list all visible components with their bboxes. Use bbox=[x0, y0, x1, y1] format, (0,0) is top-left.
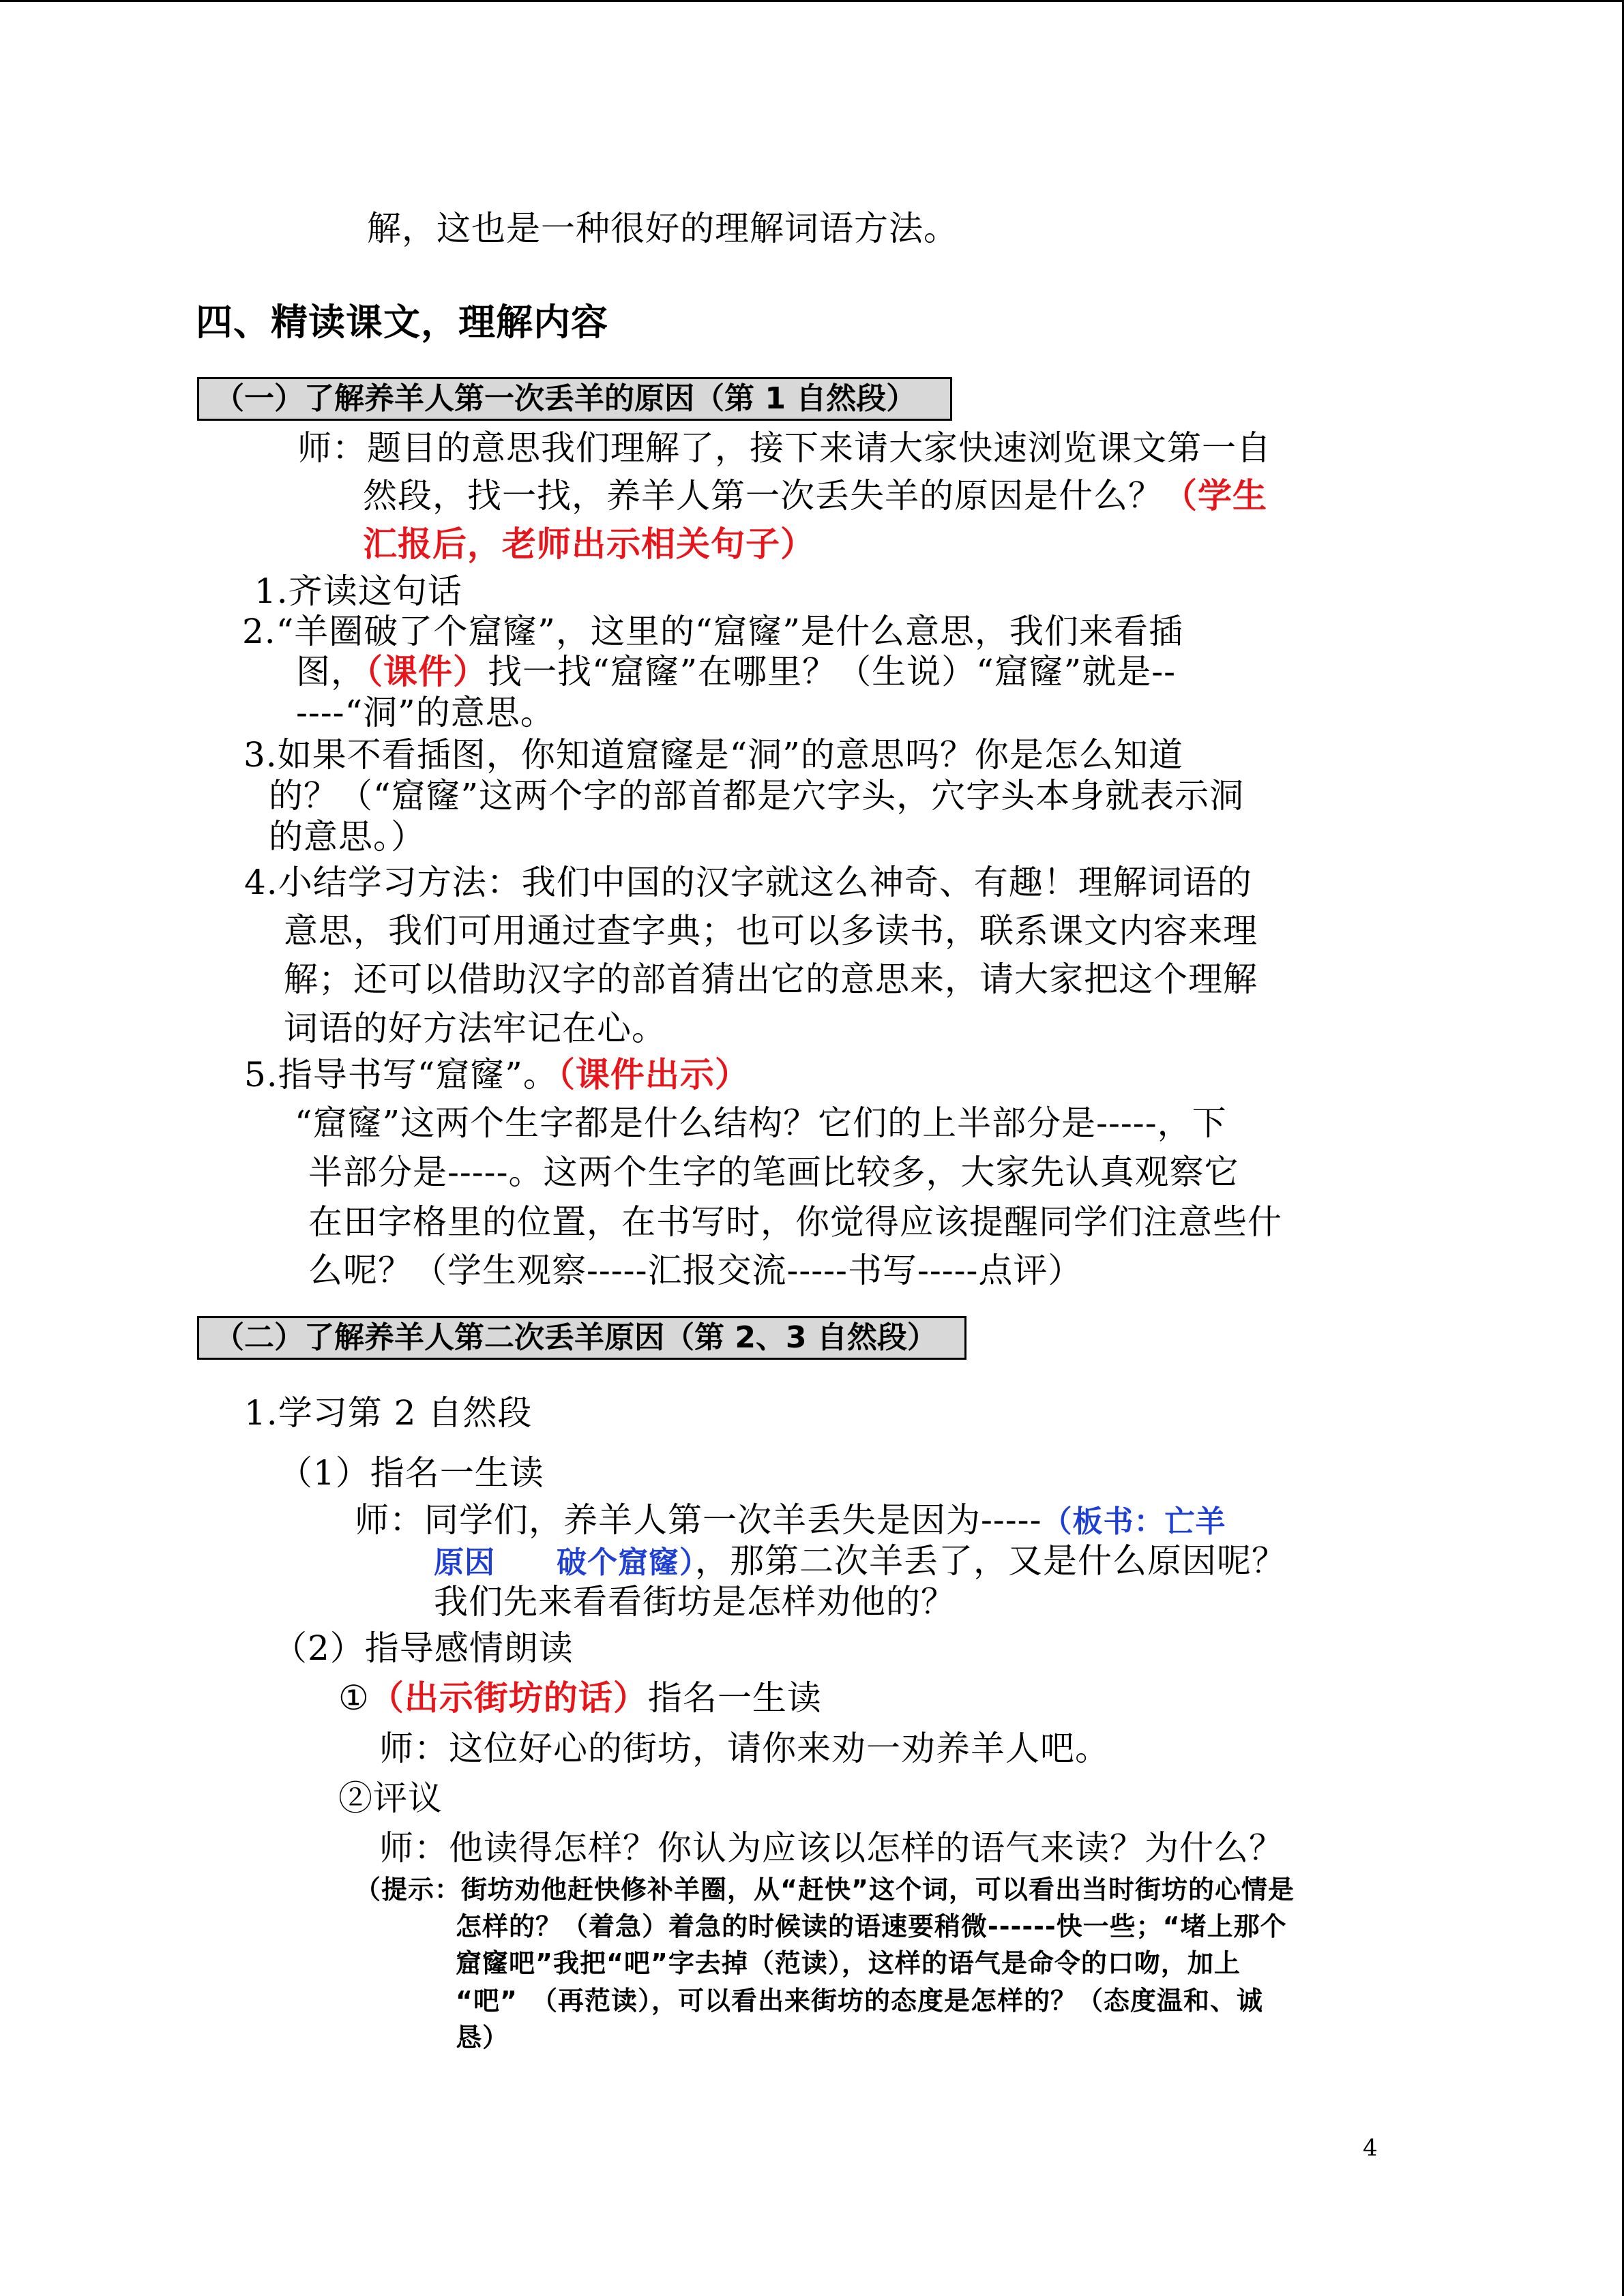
subsection-box-2: （二）了解养羊人第二次丢羊原因（第 2、3 自然段） bbox=[197, 1316, 966, 1360]
text-line: ----“洞”的意思。 bbox=[296, 693, 555, 732]
red-annotation: 汇报后，老师出示相关句子） bbox=[363, 524, 815, 564]
text-span: 指名一生读 bbox=[647, 1678, 822, 1718]
red-annotation: （课件） bbox=[366, 652, 488, 691]
text-span: 找一找“窟窿”在哪里？（生说）“窟窿”就是-- bbox=[488, 652, 1177, 691]
text-line: 师：他读得怎样？你认为应该以怎样的语气来读？为什么？ bbox=[379, 1828, 1284, 1868]
text-line bbox=[296, 653, 1176, 691]
list-item: 1.学习第 2 自然段 bbox=[244, 1393, 533, 1433]
text-span: 图， bbox=[296, 652, 366, 691]
sub-item: （2）指导感情朗读 bbox=[273, 1628, 574, 1668]
page-number: 4 bbox=[1363, 2134, 1378, 2162]
text-line bbox=[338, 1680, 822, 1717]
tip-line: （提示：街坊劝他赶快修补羊圈，从“赶快”这个词，可以看出当时街坊的心情是 bbox=[355, 1875, 1295, 1905]
tip-line: 窟窿吧”我把“吧”字去掉（范读），这样的语气是命令的口吻，加上 bbox=[456, 1948, 1241, 1978]
blue-annotation: （板书：亡羊 bbox=[1042, 1504, 1226, 1539]
text-line: 师：题目的意思我们理解了，接下来请大家快速浏览课文第一自 bbox=[297, 428, 1271, 468]
section-heading: 四、精读课文，理解内容 bbox=[196, 301, 608, 344]
list-item bbox=[244, 1056, 750, 1094]
text-line: 在田字格里的位置，在书写时，你觉得应该提醒同学们注意些什 bbox=[308, 1202, 1282, 1242]
text-span: ① bbox=[338, 1678, 370, 1718]
page-top-border bbox=[0, 0, 1624, 2]
red-annotation: （出示街坊的话） bbox=[369, 1678, 648, 1718]
text-line: 半部分是-----。这两个生字的笔画比较多，大家先认真观察它 bbox=[308, 1152, 1239, 1192]
tip-line: 怎样的？（着急）着急的时候读的语速要稍微------快一些；“堵上那个 bbox=[456, 1911, 1287, 1941]
text-line bbox=[355, 1502, 1226, 1539]
text-line bbox=[363, 477, 1267, 515]
text-span: 5.指导书写“窟窿”。 bbox=[244, 1055, 558, 1094]
text-line: 我们先来看看街坊是怎样劝他的？ bbox=[434, 1582, 956, 1622]
text-line: 的意思。） bbox=[269, 817, 426, 856]
text-span: ，那第二次羊丢了，又是什么原因呢？ bbox=[695, 1541, 1286, 1581]
sub-item: （1）指名一生读 bbox=[278, 1453, 544, 1493]
red-annotation: （课件出示） bbox=[557, 1055, 750, 1094]
subsection-box-1: （一）了解养羊人第一次丢羊的原因（第 1 自然段） bbox=[197, 377, 952, 421]
blue-annotation: 原因 破个窟窿） bbox=[434, 1545, 695, 1580]
text-line: 解；还可以借助汉字的部首猜出它的意思来，请大家把这个理解 bbox=[284, 959, 1258, 999]
list-item: 1.齐读这句话 bbox=[254, 571, 462, 611]
text-line: 解，这也是一种很好的理解词语方法。 bbox=[367, 209, 958, 248]
tip-line: 恳） bbox=[456, 2023, 510, 2053]
list-item: 2.“羊圈破了个窟窿”，这里的“窟窿”是什么意思，我们来看插 bbox=[242, 612, 1183, 651]
list-item: 3.如果不看插图，你知道窟窿是“洞”的意思吗？你是怎么知道 bbox=[243, 735, 1183, 775]
text-span: 师：同学们，养羊人第一次羊丢失是因为----- bbox=[355, 1500, 1042, 1540]
text-span: 然段，找一找，养羊人第一次丢失羊的原因是什么？ bbox=[363, 476, 1163, 516]
text-line: “窟窿”这两个生字都是什么结构？它们的上半部分是-----，下 bbox=[295, 1103, 1227, 1143]
text-line: 的？（“窟窿”这两个字的部首都是穴字头，穴字头本身就表示洞 bbox=[269, 776, 1245, 816]
text-line: 么呢？（学生观察-----汇报交流-----书写-----点评） bbox=[308, 1251, 1083, 1290]
tip-line: “吧” （再范读），可以看出来街坊的态度是怎样的？（态度温和、诚 bbox=[456, 1986, 1263, 2016]
red-annotation: （学生 bbox=[1163, 476, 1267, 516]
text-line: 师：这位好心的街坊，请你来劝一劝养羊人吧。 bbox=[379, 1729, 1110, 1768]
list-item: 4.小结学习方法：我们中国的汉字就这么神奇、有趣！理解词语的 bbox=[244, 863, 1252, 902]
text-line bbox=[434, 1542, 1286, 1580]
text-line: ②评议 bbox=[338, 1778, 443, 1818]
text-line: 词语的好方法牢记在心。 bbox=[284, 1009, 666, 1048]
text-line: 意思，我们可用通过查字典；也可以多读书，联系课文内容来理 bbox=[284, 911, 1258, 951]
